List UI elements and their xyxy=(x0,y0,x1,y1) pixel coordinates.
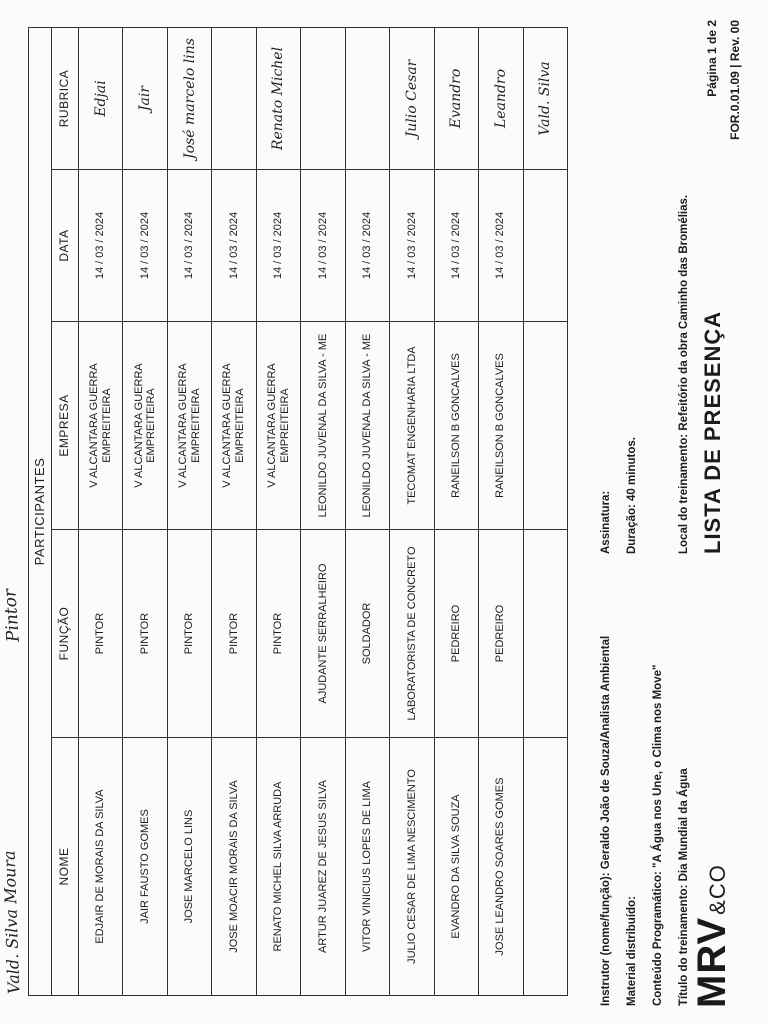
cell-data: 14 / 03 / 2024 xyxy=(434,170,478,322)
cell-rubrica: Edjai xyxy=(79,27,123,169)
cell-empresa: V ALCANTARA GUERRA EMPREITEIRA xyxy=(256,322,300,530)
cell-nome: VITOR VINICIUS LOPES DE LIMA xyxy=(345,738,389,996)
cell-funcao: LABORATORISTA DE CONCRETO xyxy=(390,530,434,738)
signature-field: Assinatura: xyxy=(600,490,612,554)
table-row xyxy=(301,27,345,995)
cell-nome: EVANDRO DA SILVA SOUZA xyxy=(434,738,478,996)
cell-empresa: RANEILSON B GONCALVES xyxy=(479,322,523,530)
cell-funcao xyxy=(523,530,567,738)
cell-empresa: V ALCANTARA GUERRA EMPREITEIRA xyxy=(167,322,211,530)
page-number: Página 1 de 2 xyxy=(705,20,719,97)
cell-rubrica xyxy=(212,27,256,169)
training-title-field: Título do treinamento: Dia Mundial da Água xyxy=(678,768,690,1006)
attendance-table xyxy=(28,27,568,996)
cell-nome xyxy=(523,738,567,996)
cell-data xyxy=(523,170,567,322)
cell-funcao: PINTOR xyxy=(79,530,123,738)
cell-rubrica xyxy=(345,27,389,169)
column-header-empresa: EMPRESA xyxy=(52,322,79,530)
cell-funcao: PINTOR xyxy=(167,530,211,738)
cell-empresa: TECOMAT ENGENHARIA LTDA xyxy=(390,322,434,530)
cell-data: 14 / 03 / 2024 xyxy=(167,170,211,322)
cell-data: 14 / 03 / 2024 xyxy=(479,170,523,322)
document-title: LISTA DE PRESENÇA xyxy=(700,310,725,554)
cell-rubrica: Julio Cesar xyxy=(390,27,434,169)
table-row xyxy=(123,27,167,995)
cell-rubrica: Evandro xyxy=(434,27,478,169)
cell-funcao: PINTOR xyxy=(123,530,167,738)
cell-funcao: SOLDADOR xyxy=(345,530,389,738)
cell-empresa: V ALCANTARA GUERRA EMPREITEIRA xyxy=(79,322,123,530)
cell-funcao: PEDREIRO xyxy=(479,530,523,738)
cell-data: 14 / 03 / 2024 xyxy=(345,170,389,322)
handwritten-name: Vald. Silva Moura xyxy=(0,850,24,995)
cell-nome: EDJAIR DE MORAIS DA SILVA xyxy=(79,738,123,996)
cell-funcao: AJUDANTE SERRALHEIRO xyxy=(301,530,345,738)
cell-rubrica: Leandro xyxy=(479,27,523,169)
form-code: FOR.0.01.09 | Rev. 00 xyxy=(728,20,742,140)
duration-field: Duração: 40 minutos. xyxy=(626,437,638,554)
column-header-funcao: FUNÇÃO xyxy=(52,530,79,738)
cell-nome: JULIO CESAR DE LIMA NESCIMENTO xyxy=(390,738,434,996)
cell-empresa: V ALCANTARA GUERRA EMPREITEIRA xyxy=(123,322,167,530)
section-header: PARTICIPANTES xyxy=(29,27,52,995)
cell-nome: RENATO MICHEL SILVA ARRUDA xyxy=(256,738,300,996)
material-field: Material distribuído: xyxy=(626,896,638,1006)
cell-nome: JOSE LEANDRO SOARES GOMES xyxy=(479,738,523,996)
cell-data: 14 / 03 / 2024 xyxy=(390,170,434,322)
cell-data: 14 / 03 / 2024 xyxy=(123,170,167,322)
cell-funcao: PINTOR xyxy=(256,530,300,738)
instructor-field: Instrutor (nome/função): Geraldo João de Souza/Analista Ambiental xyxy=(600,635,612,1006)
table-row xyxy=(390,27,434,995)
cell-data: 14 / 03 / 2024 xyxy=(301,170,345,322)
table-row xyxy=(256,27,300,995)
program-content-field: Conteúdo Programático: "A Água nos Une, o Clima nos Move" xyxy=(652,664,664,1006)
training-location-field: Local do treinamento: Refeitório da obra Caminho das Bromélias. xyxy=(678,194,690,554)
cell-funcao: PEDREIRO xyxy=(434,530,478,738)
cell-empresa xyxy=(523,322,567,530)
cell-data: 14 / 03 / 2024 xyxy=(256,170,300,322)
cell-nome: ARTUR JUAREZ DE JESUS SILVA xyxy=(301,738,345,996)
cell-rubrica xyxy=(301,27,345,169)
table-row xyxy=(345,27,389,995)
cell-empresa: RANEILSON B GONCALVES xyxy=(434,322,478,530)
cell-rubrica: José marcelo lins xyxy=(167,27,211,169)
cell-rubrica: Vald. Silva xyxy=(523,27,567,169)
column-header-rubrica: RUBRICA xyxy=(52,27,79,169)
mrv-logo: MRV&CO xyxy=(690,864,734,1008)
cell-nome: JAIR FAUSTO GOMES xyxy=(123,738,167,996)
handwritten-word: Pintor xyxy=(0,588,24,643)
table-row xyxy=(479,27,523,995)
cell-data: 14 / 03 / 2024 xyxy=(212,170,256,322)
column-header-data: DATA xyxy=(52,170,79,322)
cell-data: 14 / 03 / 2024 xyxy=(79,170,123,322)
table-row xyxy=(167,27,211,995)
column-header-nome: NOME xyxy=(52,738,79,996)
table-row xyxy=(212,27,256,995)
cell-rubrica: Jair xyxy=(123,27,167,169)
table-row xyxy=(79,27,123,995)
cell-empresa: LEONILDO JUVENAL DA SILVA - ME xyxy=(345,322,389,530)
table-row xyxy=(523,27,567,995)
cell-rubrica: Renato Michel xyxy=(256,27,300,169)
cell-funcao: PINTOR xyxy=(212,530,256,738)
cell-empresa: V ALCANTARA GUERRA EMPREITEIRA xyxy=(212,322,256,530)
cell-nome: JOSE MARCELO LINS xyxy=(167,738,211,996)
table-row xyxy=(434,27,478,995)
cell-empresa: LEONILDO JUVENAL DA SILVA - ME xyxy=(301,322,345,530)
cell-nome: JOSE MOACIR MORAIS DA SILVA xyxy=(212,738,256,996)
